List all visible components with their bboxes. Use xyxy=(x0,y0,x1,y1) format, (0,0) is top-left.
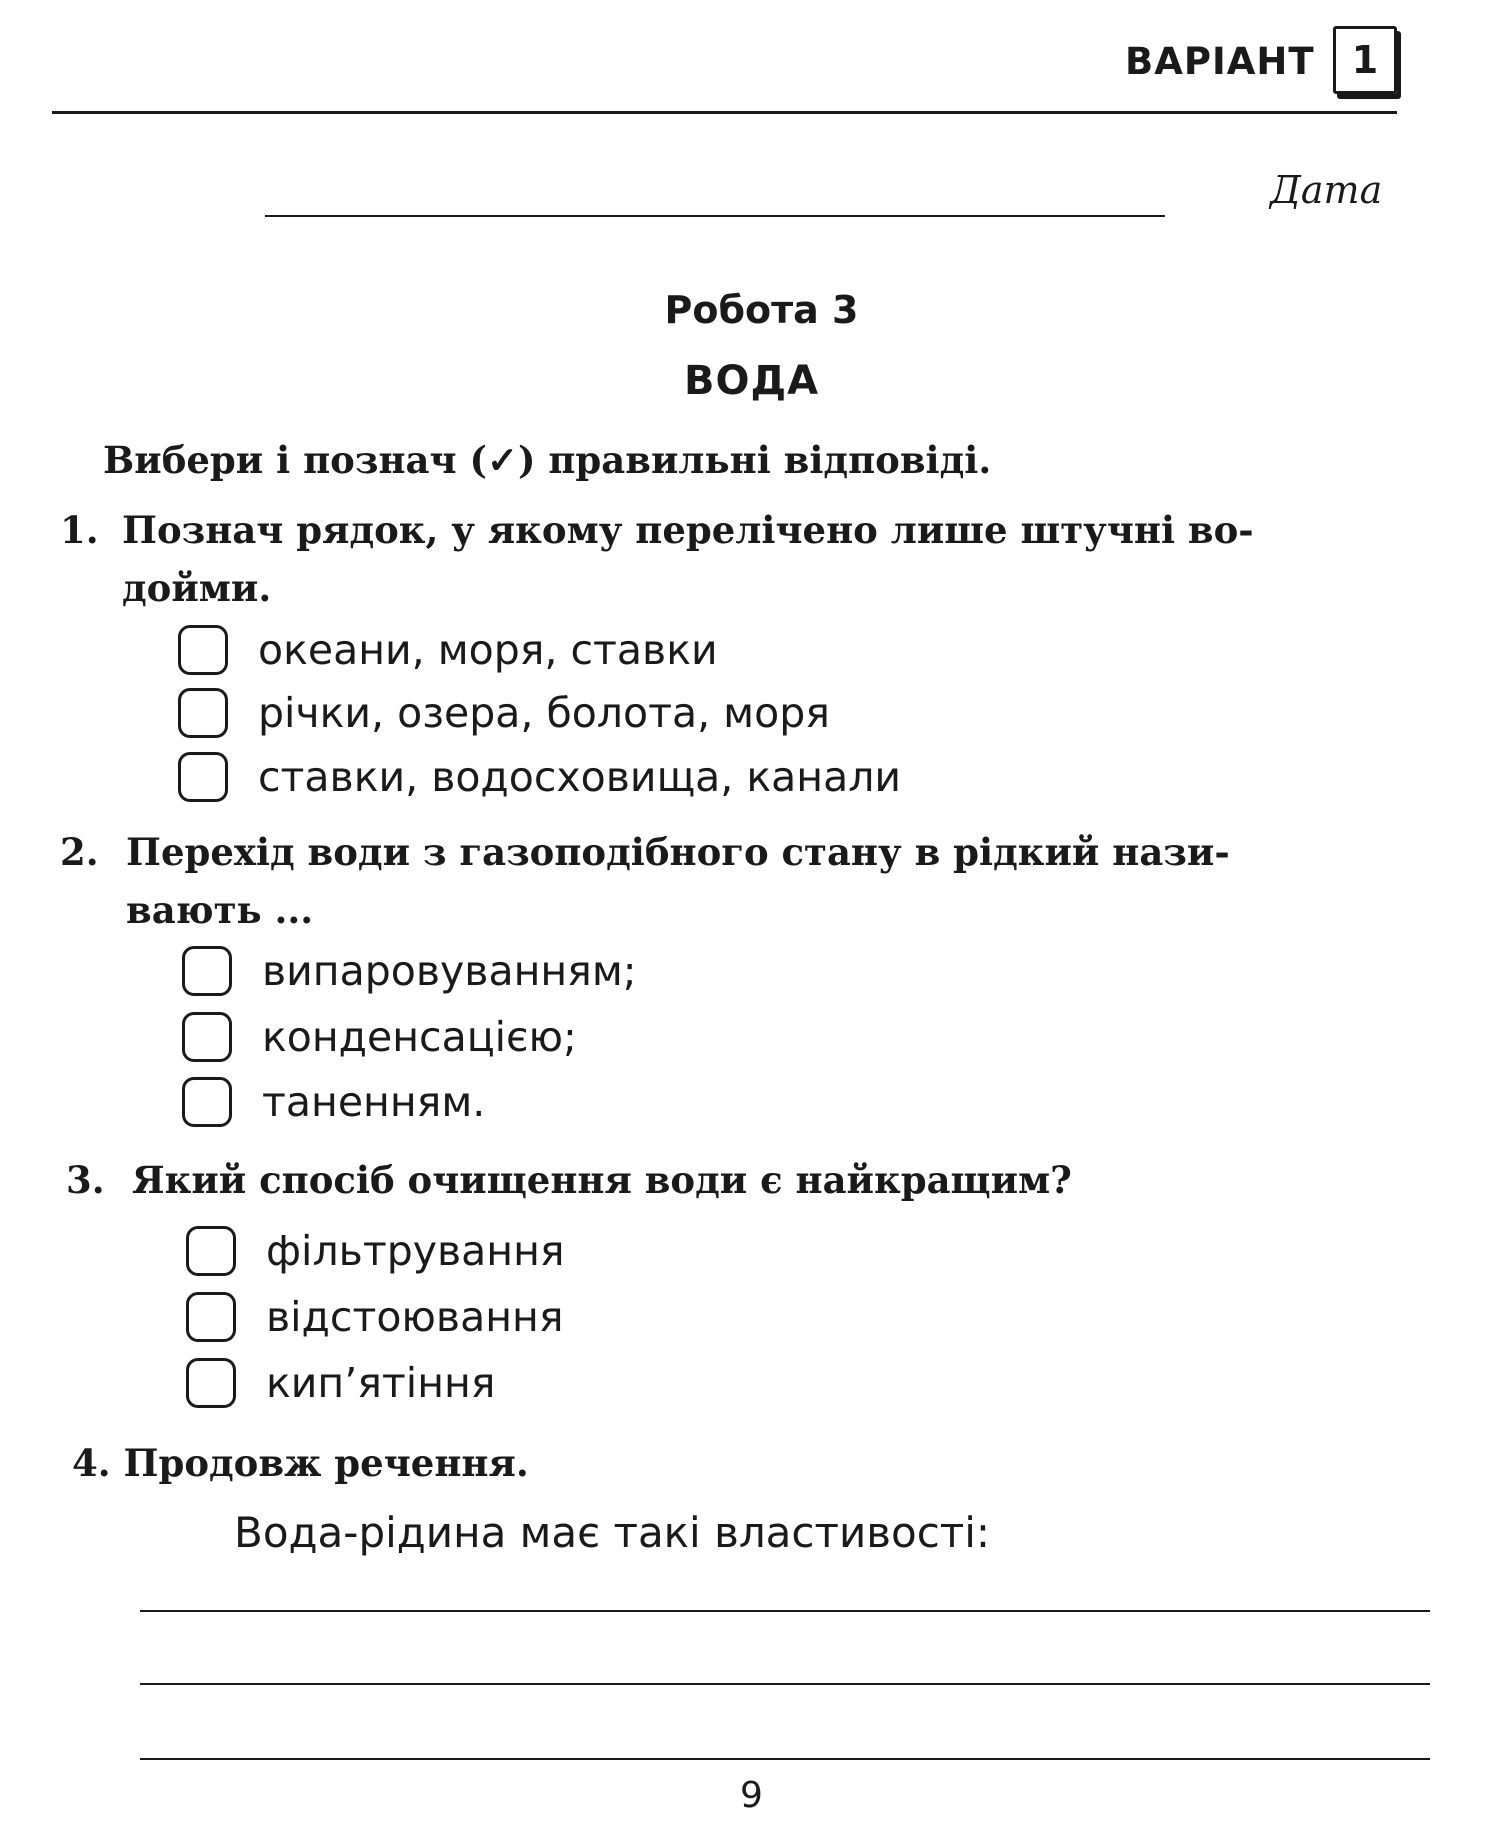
checkbox[interactable] xyxy=(182,1077,232,1127)
answer-line-2[interactable] xyxy=(140,1683,1430,1685)
option-label: фільтрування xyxy=(266,1227,565,1275)
answer-line-3[interactable] xyxy=(140,1758,1430,1760)
page-number: 9 xyxy=(740,1775,763,1816)
question-4-number: 4. xyxy=(72,1441,111,1485)
checkbox[interactable] xyxy=(178,625,228,675)
question-3-number: 3. xyxy=(66,1158,105,1202)
q2-option-1[interactable] xyxy=(182,946,637,996)
q1-option-2[interactable] xyxy=(178,688,830,738)
option-label: кип’ятіння xyxy=(266,1359,496,1407)
question-4-text xyxy=(72,1434,529,1492)
option-label: річки, озера, болота, моря xyxy=(258,689,830,737)
q3-option-2[interactable] xyxy=(186,1292,564,1342)
question-1-number: 1. xyxy=(60,508,99,552)
option-label: відстоювання xyxy=(266,1293,564,1341)
question-3-text xyxy=(132,1151,1072,1209)
question-3-line-1: Який спосіб очищення води є найкращим? xyxy=(132,1158,1072,1202)
question-1-line-1: Познач рядок, у якому перелічено лише штучні во- xyxy=(122,508,1254,552)
option-label: випаровуванням; xyxy=(262,947,637,995)
q2-option-2[interactable] xyxy=(182,1012,577,1062)
header-divider xyxy=(52,111,1397,114)
option-label: океани, моря, ставки xyxy=(258,626,718,674)
q2-option-3[interactable] xyxy=(182,1077,485,1127)
option-label: конденсацією; xyxy=(262,1013,577,1061)
option-label: ставки, водосховища, канали xyxy=(258,753,902,801)
checkbox[interactable] xyxy=(186,1226,236,1276)
question-1-line-2: дойми. xyxy=(122,566,272,610)
work-title: Робота 3 xyxy=(664,288,859,332)
question-2-text xyxy=(126,823,1400,939)
question-2-line-1: Перехід води з газоподібного стану в рідкий нази- xyxy=(126,830,1230,874)
answer-line-1[interactable] xyxy=(140,1610,1430,1612)
q1-option-1[interactable] xyxy=(178,625,718,675)
question-2-number: 2. xyxy=(60,830,99,874)
question-1-text xyxy=(122,501,1400,617)
checkbox[interactable] xyxy=(186,1292,236,1342)
q3-option-3[interactable] xyxy=(186,1358,495,1408)
variant-number-box: 1 xyxy=(1333,26,1397,94)
topic-title: ВОДА xyxy=(683,358,820,404)
checkbox[interactable] xyxy=(178,688,228,738)
instruction-text: Вибери і познач (✓) правильні відповіді. xyxy=(103,438,992,482)
date-input-line[interactable] xyxy=(265,215,1165,217)
checkbox[interactable] xyxy=(186,1358,236,1408)
question-4-line-1: Продовж речення. xyxy=(123,1441,529,1485)
q3-option-1[interactable] xyxy=(186,1226,565,1276)
date-label: Дата xyxy=(1270,168,1383,212)
checkbox[interactable] xyxy=(182,946,232,996)
q1-option-3[interactable] xyxy=(178,752,901,802)
question-2-line-2: вають ... xyxy=(126,888,314,932)
variant-label: ВАРІАНТ xyxy=(1125,40,1315,83)
question-4-prompt: Вода-рідина має такі властивості: xyxy=(234,1508,991,1557)
checkbox[interactable] xyxy=(182,1012,232,1062)
option-label: таненням. xyxy=(262,1078,486,1126)
checkbox[interactable] xyxy=(178,752,228,802)
